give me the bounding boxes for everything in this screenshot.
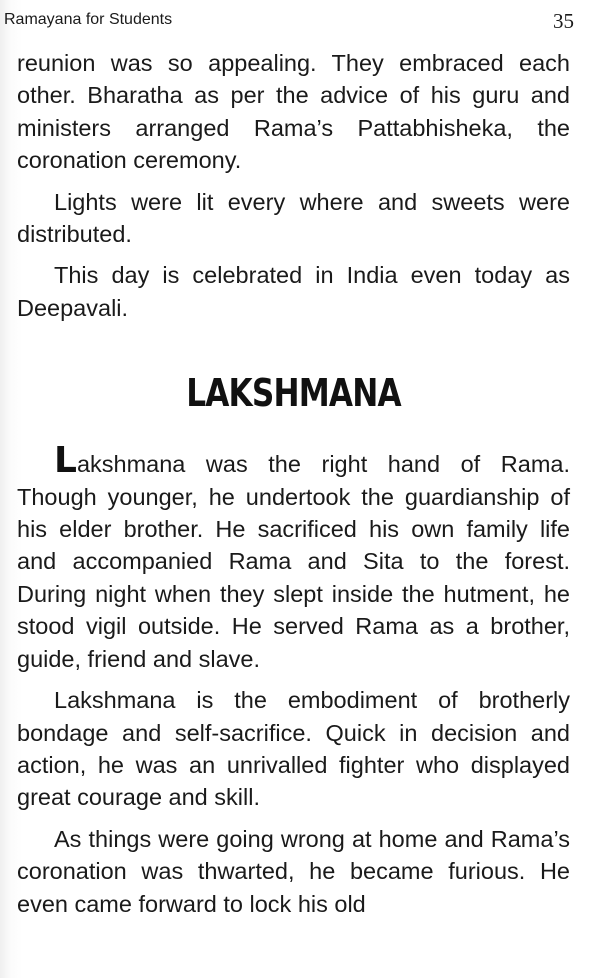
- paragraph-right-hand: [17, 440, 570, 675]
- paragraph-lights: Lights were lit every where and sweets were distributed.: [17, 188, 570, 248]
- chapter-title: LAKSHMANA: [186, 371, 401, 416]
- paragraph-embodiment: Lakshmana is the embodiment of brotherly bondage and self-sacrifice. Quick in decision and action, he was an unrivalled fighter who displayed great courage and skill.: [17, 687, 570, 811]
- running-header: [4, 10, 574, 34]
- drop-cap-letter: L: [54, 440, 77, 482]
- paragraph-deepavali: This day is celebrated in India even today as Deepavali.: [17, 262, 570, 321]
- page-number: 35: [553, 9, 574, 33]
- paragraph-coronation-thwarted: As things were going wrong at home and Rama’s coronation was thwarted, he became furious. He even came forward to lock his old: [17, 825, 570, 917]
- page-body: [17, 47, 570, 920]
- paragraph-reunion: reunion was so appealing. They embraced each other. Bharatha as per the advice of his guru and ministers arranged Rama’s Pattabhisheka, the coronation ceremony.: [17, 50, 570, 174]
- paragraph-right-hand-text: akshmana was the right hand of Rama. Though younger, he undertook the guardianship of his elder brother. He sacrificed his own family life and accompanied Rama and Sita to the forest. During night when they slept inside the hutment, he stood vigil outside. He served Rama as a brother, guide, friend and slave.: [17, 451, 570, 672]
- book-title: Ramayana for Students: [4, 11, 173, 28]
